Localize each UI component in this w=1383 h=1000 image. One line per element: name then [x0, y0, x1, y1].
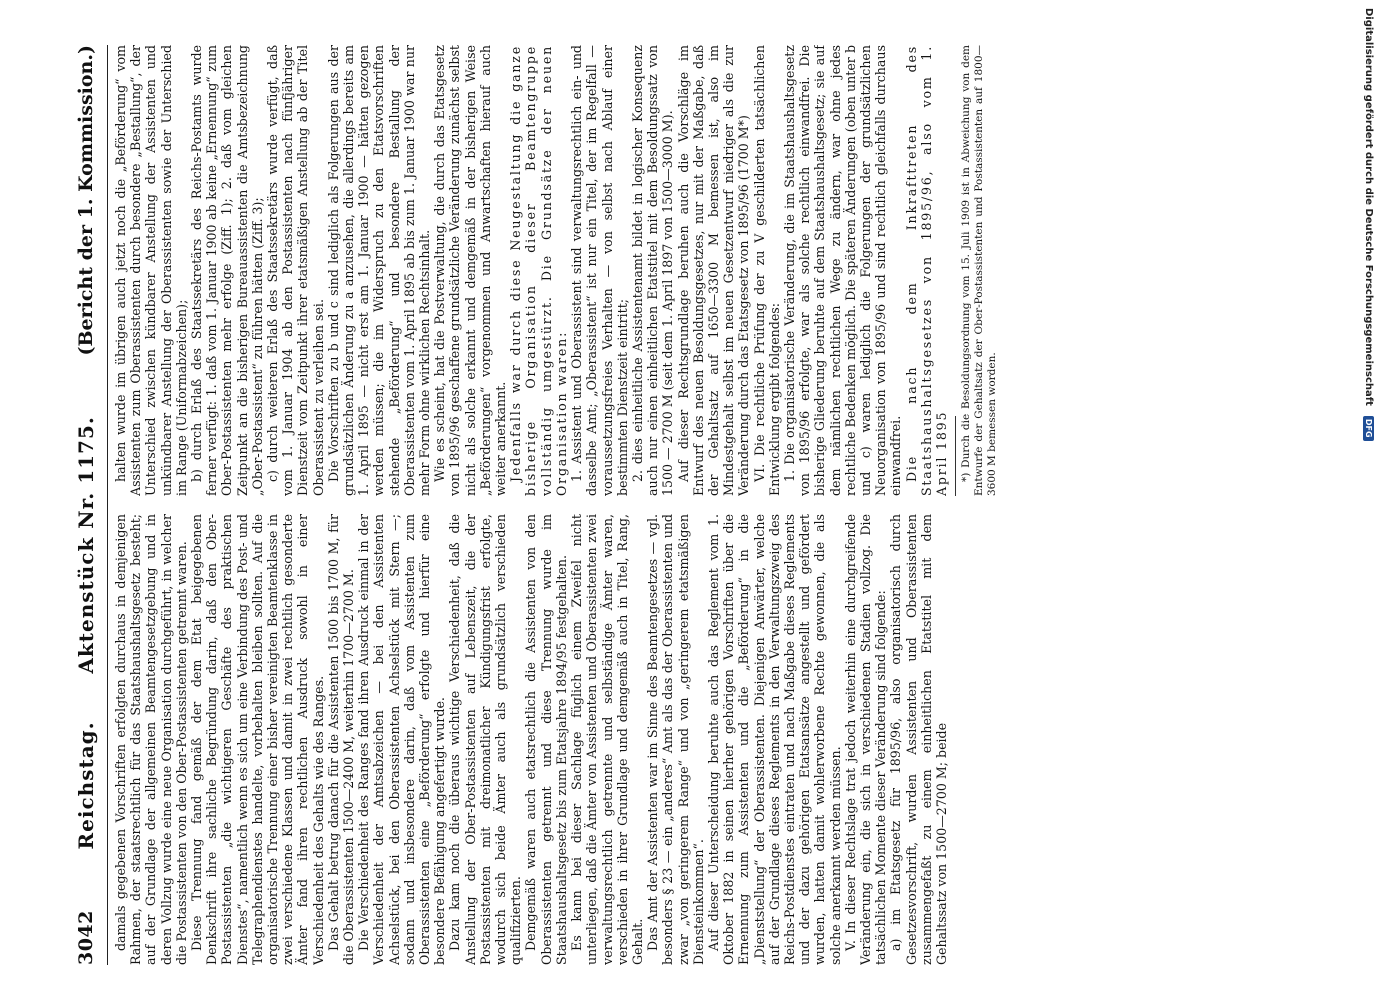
- paragraph: Wie es scheint, hat die Postverwaltung, die durch das Etatsgesetz von 1895/96 geschaffene grundsätzliche Veränderung zunächst selbst nicht als solche erkannt und demgemäß in der bisherigen Weise „Beförderungen“ vorgenommen und Anwartschaften hierauf auch weiter anerkannt.: [432, 45, 509, 496]
- publication-title: [74, 416, 98, 849]
- paragraph: Demgemäß waren auch etatsrechtlich die Assistenten von den Oberassistenten getrennt und diese Trennung wurde im Staatshaushaltsgesetz bis zum Etatsjahre 1894/95 festgehalten.: [523, 514, 569, 965]
- paragraph: Dazu kam noch die überaus wichtige Verschiedenheit, daß die Anstellung der Ober-Postassistenten auf Lebenszeit, die der Postassistenten mit dreimonatlicher Kündigungsfrist erfolgte, wodurch sich beide Ämter auch als grundsätzlich verschieden qualifizierten.: [447, 514, 524, 965]
- paragraph: Das Gehalt betrug danach für die Assistenten 1500 bis 1700 M, für die Oberassistenten 1500—2400 M, weiterhin 1700—2700 M.: [325, 514, 357, 965]
- paragraph: a) im Etatsgesetz für 1895/96, also organisatorisch durch Gesetzesvorschrift, wurden Assistenten und Oberassistenten zusammengefaßt zu einem einheitlichen Etatstitel mit dem Gehaltssatz von 1500—2700 M; beide: [888, 514, 949, 965]
- section-title: (Bericht der 1. Kommission.): [75, 45, 97, 356]
- paragraph: 1. Die organisatorische Veränderung, die im Staatshaushaltsgesetz von 1895/96 erfolgte, war als solche rechtlich einwandfrei. Die bisherige Gliederung beruhte auf dem Staatshaushaltsgesetz; sie auf dem nämlichen rechtlichen Wege zu ändern, war ohne jedes rechtliche Bedenken möglich. Die späteren Änderungen (oben unter b und c) waren lediglich die Folgerungen der grundsätzlichen Neuorganisation von 1895/96 und sind rechtlich gleichfalls durchaus einwandfrei.: [781, 45, 904, 496]
- rotated-page: [65, 45, 1315, 965]
- funding-notice: Digitalisierung gefördert durch die Deutsche Forschungsgemeinschaft: [1363, 8, 1375, 406]
- paragraph: b) durch Erlaß des Staatssekretärs des Reichs-Postamts wurde ferner verfügt: 1. daß vom 1. Januar 1900 ab keine „Ernennung“ zum Ober-Postassistenten mehr erfolge (Ziff. 1); 2. daß vom gleichen Zeitpunkt an die bisherigen Bureauassistenten die Amtsbezeichnung „Ober-Postassistent“ zu führen hätten (Ziff. 3);: [189, 45, 265, 496]
- paragraph: Auf dieser Unterscheidung beruhte auch das Reglement vom 1. Oktober 1882 in seinen hierher gehörigen Vorschriften über die Ernennung zum Assistenten und die „Beförderung“ in die „Dienststellung“ der Oberassistenten. Diejenigen Anwärter, welche auf der Grundlage dieses Reglements in den Verwaltungszweig des Reichs-Postdienstes eintraten und nach Maßgabe dieses Reglements und der dazu gehörigen Etatsansätze angestellt und gefördert wurden, hatten damit wohlerworbene Rechte gewonnen, die als solche anerkannt werden müssen.: [705, 514, 843, 965]
- paragraph: c) durch weiteren Erlaß des Staatssekretärs wurde verfügt, daß vom 1. Januar 1904 ab den Postassistenten nach fünfjähriger Dienstzeit vom Zeitpunkt ihrer etatsmäßigen Anstellung ab der Titel Oberassistent zu verleihen sei.: [265, 45, 326, 496]
- dfg-logo: DFG: [1364, 416, 1375, 441]
- paragraph: Jedenfalls war durch diese Neugestaltung die ganze bisherige Organisation dieser Beamtengruppe vollständig umgestürzt. Die Grundsätze der neuen Organisation waren:: [508, 45, 569, 496]
- publication-name: Reichstag.: [74, 721, 98, 850]
- column-left: [113, 514, 1313, 965]
- side-stamp: [1363, 8, 1375, 998]
- footnote: *) Durch die Besoldungsordnung vom 15. Juli 1909 ist in Abweichung von dem Entwurfe der Gehaltsatz der Ober-Postassistenten und Postassistenten auf 1800—3600 M bemessen worden.: [960, 45, 999, 496]
- footnote-divider: [955, 416, 956, 496]
- paragraph: V. In dieser Rechtslage trat jedoch weiterhin eine durchgreifende Veränderung ein, die sich in verschiedenen Stadien vollzog. Die tatsächlichen Momente dieser Veränderung sind folgende:: [842, 514, 889, 965]
- paragraph: Die Vorschriften zu b und c sind lediglich als Folgerungen aus der grundsätzlichen Änderung zu a anzusehen, die allerdings bereits am 1. April 1895 — nicht erst am 1. Januar 1900 — hätten gezogen werden müssen; die im Widerspruch zu den Etatsvorschriften stehende „Beförderung“ und besondere Bestallung der Oberassistenten vom 1. April 1895 ab bis zum 1. Januar 1900 war nur mehr Form ohne wirklichen Rechtsinhalt.: [325, 45, 433, 496]
- paragraph: Das Amt der Assistenten war im Sinne des Beamtengesetzes — vgl. besonders § 23 — ein „anderes“ Amt als das der Oberassistenten und zwar „von geringerem Range“ und von „geringerem etatsmäßigen Diensteinkommen“.: [645, 514, 706, 965]
- paragraph: VI. Die rechtliche Prüfung der zu V geschilderten tatsächlichen Entwicklung ergibt folgendes:: [751, 45, 782, 496]
- paragraph: 1. Assistent und Oberassistent sind verwaltungsrechtlich ein- und dasselbe Amt; „Oberassistent“ ist nur ein Titel, der im Regelfall — voraussetzungsfreies Verhalten — von selbst nach Ablauf einer bestimmten Dienstzeit eintritt;: [569, 45, 630, 496]
- column-right: [113, 45, 1313, 496]
- page-header: [65, 45, 108, 965]
- text-columns: [113, 45, 1313, 965]
- paragraph: damals gegebenen Vorschriften erfolgten durchaus in demjenigen Rahmen, der staatsrechtlich für das Staatshaushaltsgesetz besteht; auf der Grundlage der allgemeinen Beamtengesetzgebung und in deren Vollzug wurde eine neue Organisation durchgeführt, in welcher die Postassistenten von den Ober-Postassistenten getrennt waren.: [113, 514, 189, 965]
- paragraph: halten wurde im übrigen auch jetzt noch die „Beförderung“ vom Assistenten zum Oberassistenten durch besondere „Bestallung“, der Unterschied zwischen kündbarer Anstellung der Assistenten und unkündbarer Anstellung der Oberassistenten sowie der Unterschied im Range (Uniformabzeichen);: [113, 45, 189, 496]
- document-number: Aktenstück Nr. 1175.: [74, 416, 98, 674]
- paragraph: 2. dies einheitliche Assistentenamt bildet in logischer Konsequenz auch nur einen einheitlichen Etatstitel mit dem Besoldungssatz von 1500 — 2700 M (seit dem 1. April 1897 von 1500—3000 M).: [629, 45, 676, 496]
- paragraph: Die Verschiedenheit des Ranges fand ihren Ausdruck einmal in der Verschiedenheit der Amtsabzeichen — bei den Assistenten Achselstück, bei den Oberassistenten Achselstück mit Stern —; sodann und insbesondere darin, daß vom Assistenten zum Oberassistenten eine „Beförderung“ erfolgte und hierfür eine besondere Befähigung angefertigt wurde.: [356, 514, 448, 965]
- page-number: 3042: [75, 910, 97, 965]
- paragraph: Diese Trennung fand gemäß der dem Etat beigegebenen Denkschrift ihre sachliche Begründung darin, daß den Ober-Postassistenten „die wichtigeren Geschäfte des praktischen Dienstes“, namentlich wenn es sich um eine Verbindung des Post- und Telegraphendienstes handelte, vorbehalten bleiben sollten. Auf die organisatorische Trennung einer bisher vereinigten Beamtenklasse in zwei verschiedene Klassen und damit in zwei rechtlich gesonderte Ämter fand ihren rechtlichen Ausdruck sowohl in einer Verschiedenheit des Gehalts wie des Ranges.: [189, 514, 326, 965]
- paragraph: Die nach dem Inkrafttreten des Staatshaushaltsgesetzes von 1895/96, also vom 1. April 1895: [903, 45, 949, 496]
- paragraph: Auf dieser Rechtsgrundlage beruhen auch die Vorschläge im Entwurf des neuen Besoldungsgesetzes, nur mit der Maßgabe, daß der Gehaltsatz auf 1650—3300 M bemessen ist, also im Mindestgehalt selbst im neuen Gesetzentwurf niedriger als die zur Veränderung durch das Etatsgesetz von 1895/96 (1700 M*): [675, 45, 752, 496]
- paragraph: Es kann bei dieser Sachlage füglich einem Zweifel nicht unterliegen, daß die Ämter von Assistenten und Oberassistenten zwei verwaltungsrechtlich getrennte und selbständige Ämter waren, verschieden in ihrer Grundlage und demgemäß auch in Titel, Rang, Gehalt.: [569, 514, 645, 965]
